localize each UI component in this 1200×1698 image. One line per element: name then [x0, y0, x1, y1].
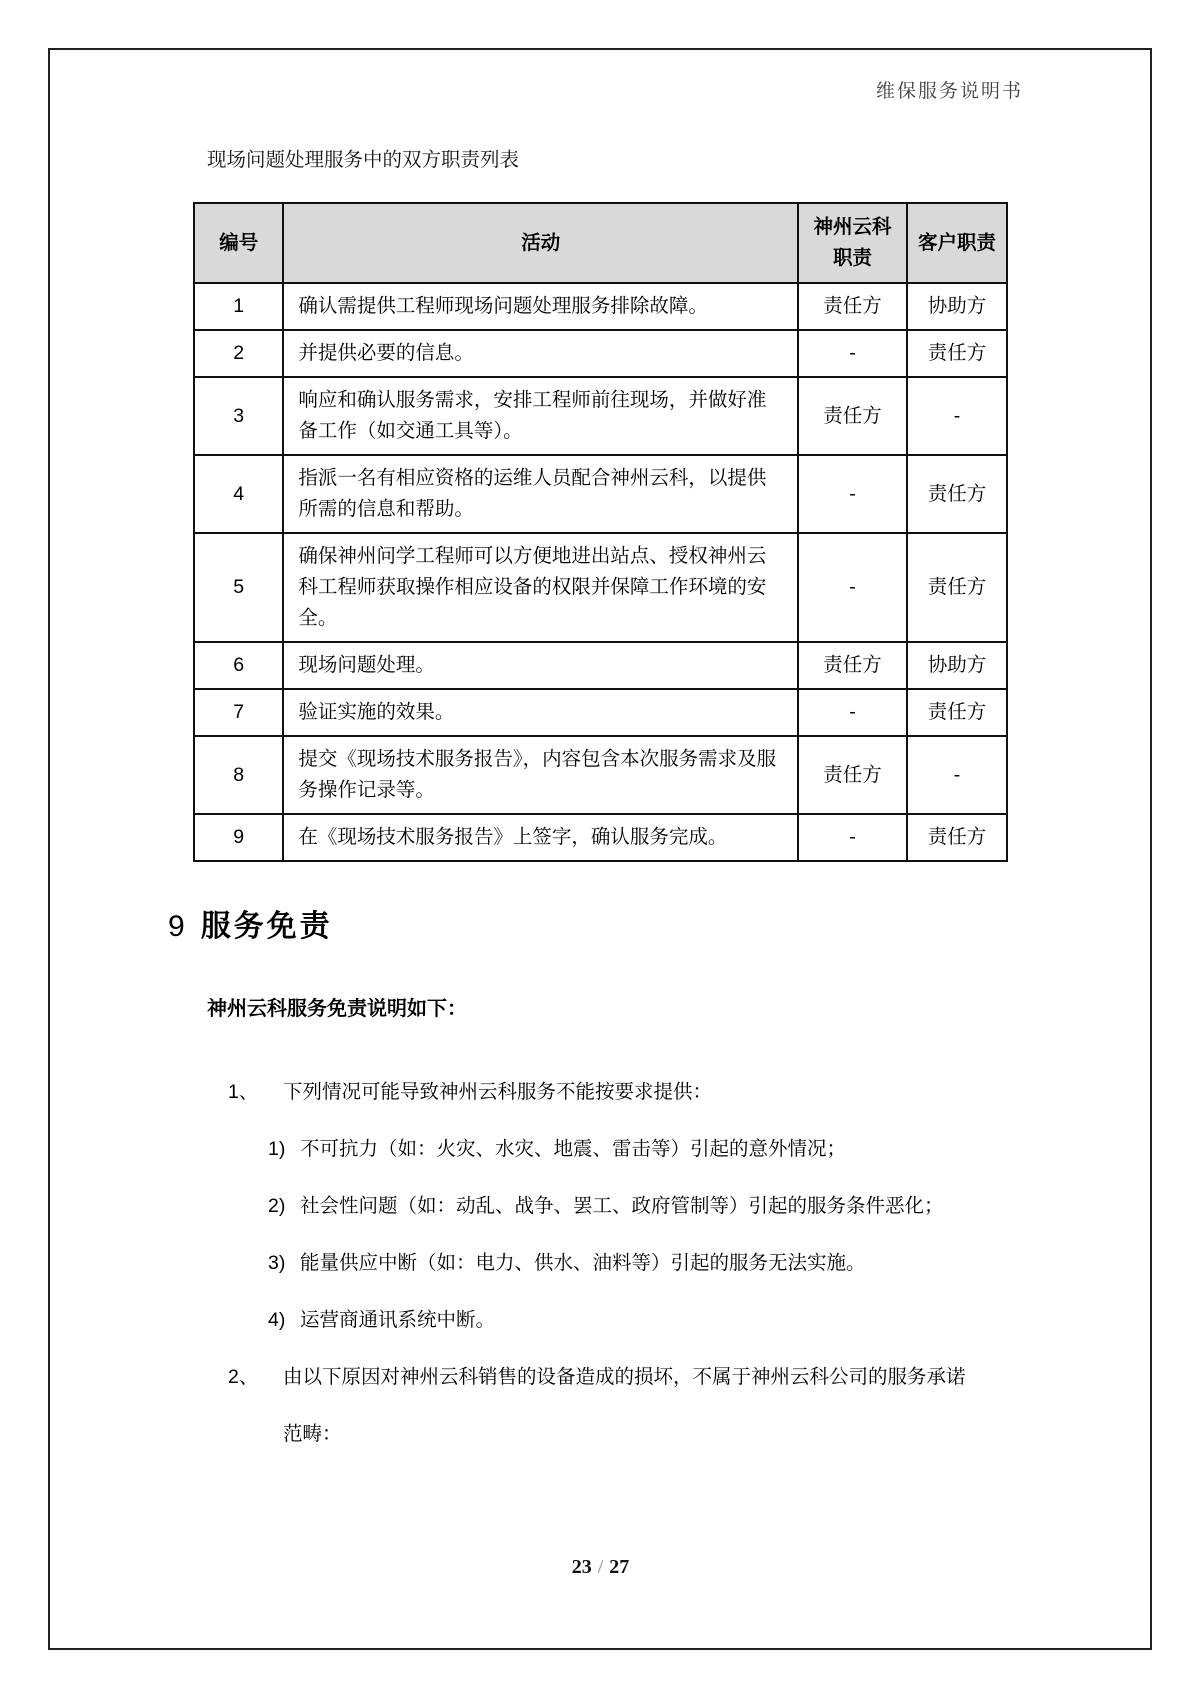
- list-item-marker: 4): [268, 1309, 286, 1331]
- cell-vendor: 责任方: [798, 283, 907, 330]
- cell-customer: 责任方: [907, 533, 1007, 642]
- cell-customer: -: [907, 377, 1007, 455]
- col-header-vendor: [798, 203, 907, 283]
- list-item-text: 运营商通讯系统中断。: [300, 1309, 496, 1331]
- cell-vendor: -: [798, 689, 907, 736]
- cell-vendor: 责任方: [798, 377, 907, 455]
- table-row: [194, 377, 1007, 455]
- cell-customer: 责任方: [907, 455, 1007, 533]
- cell-no: 7: [194, 689, 283, 736]
- section-title: 服务免责: [200, 910, 333, 943]
- cell-no: 8: [194, 736, 283, 814]
- cell-customer: -: [907, 736, 1007, 814]
- cell-customer: 责任方: [907, 814, 1007, 861]
- list-item-marker: 2、: [228, 1366, 259, 1388]
- cell-vendor: 责任方: [798, 736, 907, 814]
- list-item-marker: 1、: [228, 1081, 259, 1103]
- cell-activity: 确认需提供工程师现场问题处理服务排除故障。: [283, 283, 798, 330]
- cell-no: 5: [194, 533, 283, 642]
- table-header-row: [194, 203, 1007, 283]
- table-row: [194, 283, 1007, 330]
- cell-customer: 责任方: [907, 689, 1007, 736]
- cell-activity: 在《现场技术服务报告》上签字，确认服务完成。: [283, 814, 798, 861]
- cell-no: 4: [194, 455, 283, 533]
- cell-customer: 责任方: [907, 330, 1007, 377]
- list-item: [193, 1235, 1008, 1292]
- cell-no: 9: [194, 814, 283, 861]
- section-intro: 神州云科服务免责说明如下：: [207, 998, 467, 1020]
- cell-activity: 指派一名有相应资格的运维人员配合神州云科，以提供所需的信息和帮助。: [283, 455, 798, 533]
- list-item-marker: 2): [268, 1195, 286, 1217]
- cell-activity: 响应和确认服务需求，安排工程师前往现场，并做好准备工作（如交通工具等）。: [283, 377, 798, 455]
- section-heading: [168, 910, 1008, 944]
- list-item: [193, 1292, 1008, 1349]
- list-item: [193, 1064, 1008, 1121]
- list-item-text: 社会性问题（如：动乱、战争、罢工、政府管制等）引起的服务条件恶化；: [300, 1195, 944, 1217]
- cell-customer: 协助方: [907, 642, 1007, 689]
- cell-activity: 并提供必要的信息。: [283, 330, 798, 377]
- cell-activity: 验证实施的效果。: [283, 689, 798, 736]
- col-header-no: 编号: [194, 203, 283, 283]
- cell-no: 6: [194, 642, 283, 689]
- list-item: [193, 1178, 1008, 1235]
- col-header-customer: 客户职责: [907, 203, 1007, 283]
- cell-vendor: 责任方: [798, 642, 907, 689]
- list-item-marker: 1): [268, 1138, 286, 1160]
- cell-no: 3: [194, 377, 283, 455]
- col-header-activity: 活动: [283, 203, 798, 283]
- table-row: [194, 689, 1007, 736]
- section-number: 9: [168, 910, 185, 943]
- table-row: [194, 455, 1007, 533]
- table-row: [194, 330, 1007, 377]
- table-row: [194, 533, 1007, 642]
- disclaimer-list: [193, 1064, 1008, 1463]
- page-footer: [193, 1556, 1008, 1579]
- table-row: [194, 814, 1007, 861]
- table-row: [194, 642, 1007, 689]
- list-item-text: 能量供应中断（如：电力、供水、油料等）引起的服务无法实施。: [300, 1252, 866, 1274]
- cell-activity: 提交《现场技术服务报告》，内容包含本次服务需求及服务操作记录等。: [283, 736, 798, 814]
- cell-vendor: -: [798, 814, 907, 861]
- page-number-separator: /: [597, 1556, 604, 1578]
- responsibility-table: [193, 202, 1008, 862]
- cell-activity: 确保神州问学工程师可以方便地进出站点、授权神州云科工程师获取操作相应设备的权限并保障工作环境的安全。: [283, 533, 798, 642]
- list-item: [193, 1349, 1008, 1463]
- table-row: [194, 736, 1007, 814]
- list-item-marker: 3): [268, 1252, 286, 1274]
- list-item: [193, 1121, 1008, 1178]
- page-content: [168, 0, 1008, 1463]
- cell-vendor: -: [798, 533, 907, 642]
- list-item-text: 下列情况可能导致神州云科服务不能按要求提供：: [283, 1081, 713, 1103]
- table-caption: 现场问题处理服务中的双方职责列表: [207, 149, 520, 171]
- cell-vendor: -: [798, 455, 907, 533]
- cell-no: 2: [194, 330, 283, 377]
- list-item-text: 由以下原因对神州云科销售的设备造成的损坏，不属于神州云科公司的服务承诺范畴：: [283, 1366, 966, 1445]
- col-header-vendor-label: 神州云科职责: [813, 216, 892, 269]
- doc-header-title: 维保服务说明书: [875, 81, 1023, 102]
- cell-no: 1: [194, 283, 283, 330]
- page-number-current: 23: [571, 1556, 592, 1578]
- cell-customer: 协助方: [907, 283, 1007, 330]
- cell-activity: 现场问题处理。: [283, 642, 798, 689]
- cell-vendor: -: [798, 330, 907, 377]
- page-number-total: 27: [609, 1556, 630, 1578]
- list-item-text: 不可抗力（如：火灾、水灾、地震、雷击等）引起的意外情况；: [300, 1138, 847, 1160]
